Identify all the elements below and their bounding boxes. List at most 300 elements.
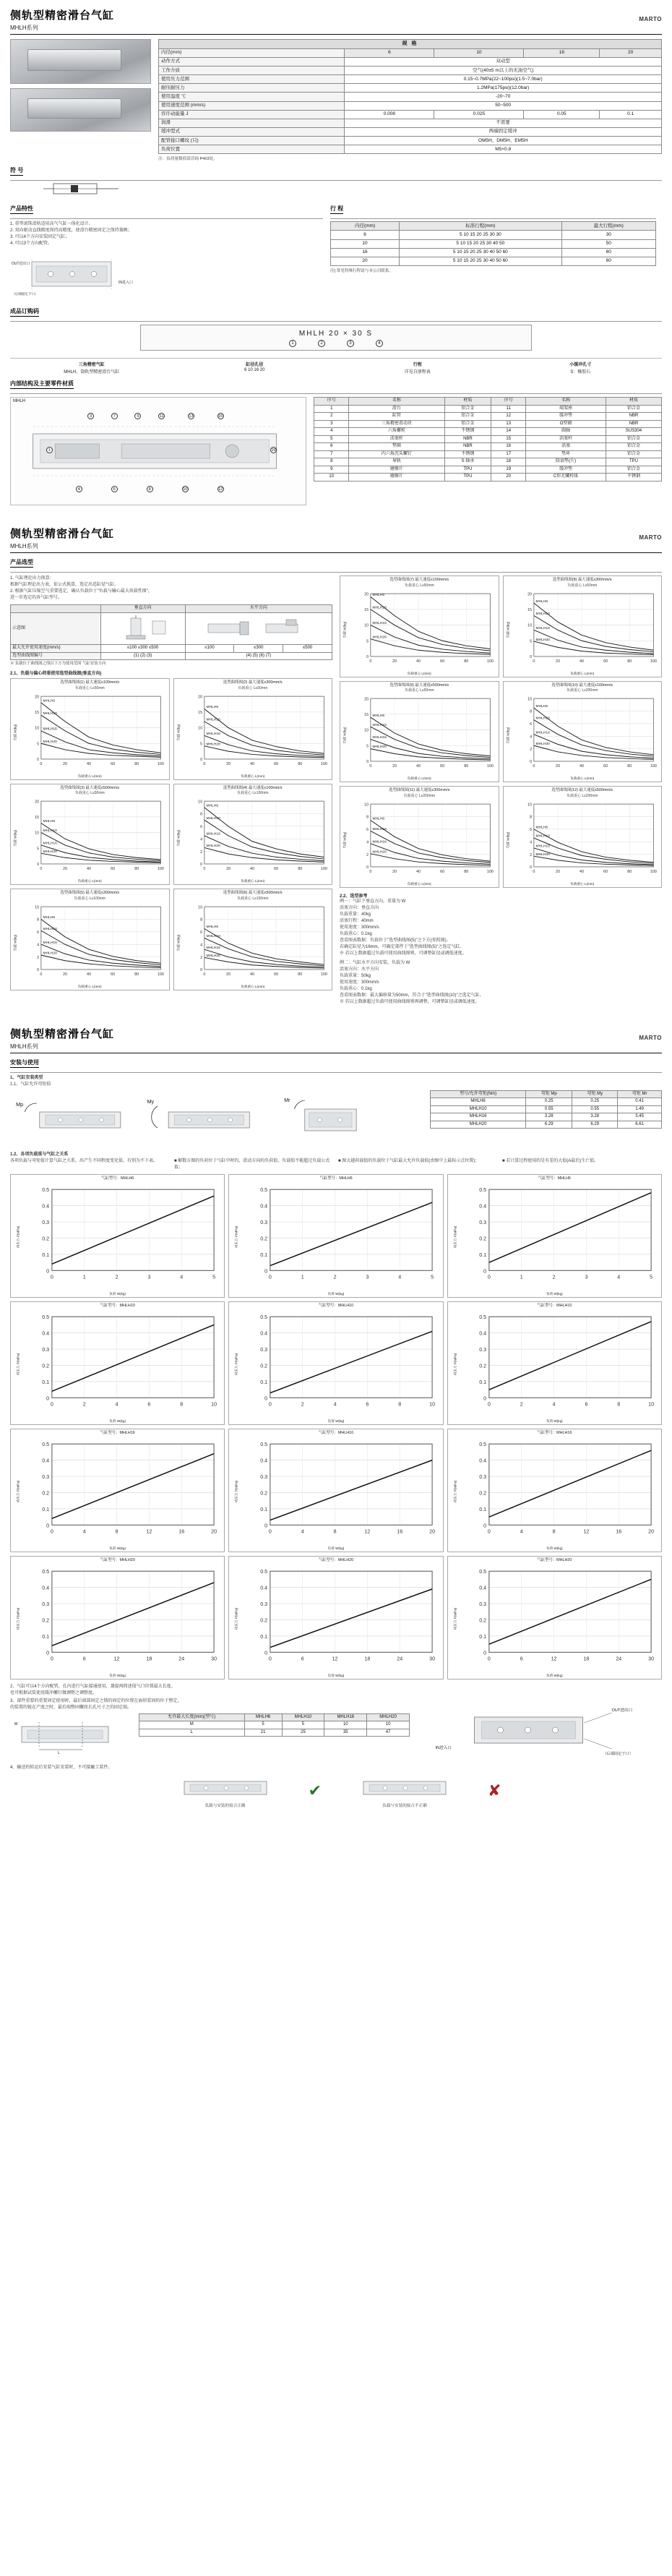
svg-text:40: 40 [87, 972, 92, 977]
order-heading: 成品订购码 [10, 307, 39, 317]
table-row: 配管接口螺纹 (只) OM5H、DM5H、EM5H [159, 137, 662, 145]
table-row: MHLH6 0.25 0.25 0.41 [430, 1098, 661, 1106]
svg-text:6: 6 [199, 825, 202, 830]
svg-text:20: 20 [225, 972, 231, 977]
example-line: 查看图表数据：最大偏移量为50mm，符合于"选型曲线图(10)"之选定气缸。 [340, 993, 484, 998]
intro-line: 根据气缸理论出力表，依公式换算，选定出适缸径气缸。 [10, 583, 119, 588]
svg-text:MHLH10: MHLH10 [206, 935, 220, 939]
svg-text:0.5: 0.5 [478, 1314, 486, 1321]
svg-text:12: 12 [364, 1528, 371, 1535]
svg-text:8: 8 [115, 1528, 119, 1535]
chart-ylabel: 动压力 P(MPa) [16, 1225, 20, 1249]
svg-text:10: 10 [527, 697, 532, 702]
mounting-correct [171, 1774, 280, 1808]
table-row: 最大允许使用速度(mm/s) ≤100 ≤300 ≤500 ≤100 ≤300 ≤500 [11, 645, 332, 653]
chart-xlabel: 负载重心 L(mm) [77, 879, 102, 883]
svg-text:15: 15 [35, 711, 40, 716]
chart-subtitle: 负载重心 L≤100mm [236, 896, 269, 901]
svg-text:0.1: 0.1 [42, 1252, 50, 1259]
svg-text:MHLH6: MHLH6 [206, 804, 218, 808]
svg-text:10: 10 [35, 726, 40, 731]
chart-subtitle: 负载重心 L≤200mm [566, 793, 598, 798]
orientation-horizontal: 水平方向 [185, 605, 332, 613]
order-code: MHLH 20 × 30 S [298, 330, 374, 338]
struct-divider [10, 393, 662, 394]
table-row: 2 缸管 铝合金 12 缓冲垫 NBR [314, 413, 662, 421]
svg-text:100: 100 [157, 972, 164, 977]
chart-4 [10, 1301, 225, 1425]
svg-text:M: M [14, 1721, 18, 1726]
table-row: 9 磨擦片 TPU 19 缓冲垫 铝合金 [314, 466, 662, 474]
svg-text:40: 40 [87, 762, 92, 767]
chart-title: 气缸型号：MHLH16 [537, 1430, 572, 1435]
chart-ylabel: 负载 W(kg) [505, 727, 509, 744]
svg-text:0.3: 0.3 [478, 1220, 486, 1226]
moment-col-3: 弯矩 Mr [618, 1090, 662, 1098]
svg-text:0: 0 [50, 1528, 53, 1535]
legend-item: 缸径孔径 6 10 16 20 [173, 358, 337, 375]
svg-text:6: 6 [147, 1401, 151, 1408]
table-row: 容许动能量 J 0.008 0.025 0.05 0.1 [159, 110, 662, 119]
svg-text:0.2: 0.2 [42, 1617, 50, 1624]
chart-title: 选型曲线图(3) 最大速度≤500mm/s [60, 785, 120, 790]
svg-text:80: 80 [297, 972, 302, 977]
svg-text:0.1: 0.1 [260, 1634, 268, 1640]
chart-xlabel: 负载重心 L(mm) [241, 984, 265, 988]
example-line: ※ 若以上数据超过负载可使用曲线图则再调整，可调整缸径或调低速度。 [340, 999, 480, 1004]
chart-title: 气缸型号：MHLH10 [318, 1303, 354, 1308]
brand-label: MARTO [639, 534, 662, 542]
svg-text:60: 60 [111, 972, 116, 977]
svg-text:60: 60 [603, 659, 608, 664]
moment-col-0: 型号/允许弯矩(Nm) [430, 1090, 525, 1098]
svg-text:4: 4 [398, 1274, 402, 1280]
svg-text:6: 6 [82, 1656, 86, 1662]
chart-plot [20, 1563, 222, 1674]
svg-text:MHLH10: MHLH10 [535, 834, 550, 839]
svg-text:MHLH6: MHLH6 [535, 705, 548, 709]
stroke-col-0: 内径(mm) [330, 222, 399, 231]
svg-text:MHLH6: MHLH6 [535, 826, 548, 830]
chart-7 [10, 1429, 225, 1552]
table-row: 使用速度范围 (mm/s) 50~500 [159, 101, 662, 110]
svg-text:30: 30 [647, 1656, 654, 1662]
svg-text:80: 80 [626, 869, 632, 874]
table-row: MHLH20 6.29 6.29 6.61 [430, 1121, 661, 1129]
svg-text:0: 0 [483, 1650, 486, 1656]
chart-title: 气缸型号：MHLH20 [100, 1557, 135, 1562]
svg-text:15: 15 [197, 711, 202, 716]
page-2 [0, 518, 672, 1008]
mounting-check-row [10, 1774, 662, 1808]
svg-text:0.2: 0.2 [42, 1236, 50, 1242]
svg-text:4: 4 [520, 1528, 523, 1535]
table-row: 4 六角螺栓 不锈钢 14 圆轴 SUS304 [314, 428, 662, 436]
svg-text:0.1: 0.1 [260, 1507, 268, 1513]
chart-subtitle: 负载重心 L≤100mm [236, 791, 269, 796]
svg-text:0: 0 [532, 869, 535, 874]
chart-ylabel: 负载 W(kg) [13, 829, 17, 847]
svg-text:10: 10 [364, 623, 369, 628]
table-row: 6 5 10 15 20 25 30 30 30 [330, 231, 655, 239]
svg-text:0.2: 0.2 [42, 1490, 50, 1497]
svg-text:0: 0 [269, 1274, 272, 1280]
chart-title: 选型曲线图(5) 最大速度≤300mm/s [60, 891, 120, 896]
moment-col-2: 弯矩 My [572, 1090, 618, 1098]
svg-text:80: 80 [134, 762, 139, 767]
chart-plot [457, 1309, 659, 1419]
legend-item: 三角精密气缸 MHLH、筒轨型精密滑台气缸 [10, 358, 173, 375]
chart-plot [457, 1436, 659, 1546]
svg-text:80: 80 [134, 867, 139, 872]
svg-text:0: 0 [202, 972, 205, 977]
selection-example-a [340, 899, 662, 957]
chart-plot [238, 1309, 440, 1419]
chart-4 [503, 681, 663, 782]
svg-text:0: 0 [369, 764, 372, 769]
product-photo-2 [10, 88, 151, 132]
svg-text:MHLH20: MHLH20 [43, 951, 57, 956]
chart-plot [512, 588, 660, 672]
svg-text:0.2: 0.2 [260, 1617, 268, 1624]
screw-depth-diagram [10, 1713, 133, 1754]
parts-col-5: 材质 [606, 398, 661, 406]
order-marker-3: 3 [347, 340, 354, 347]
chart-subtitle: 负载重心 L≤50mm [404, 583, 434, 588]
svg-text:100: 100 [486, 869, 494, 874]
spec-col-0: 内径(mm) [159, 48, 345, 57]
chart-title: 气缸型号：MHLH16 [318, 1430, 354, 1435]
svg-text:16: 16 [397, 1528, 403, 1535]
svg-text:16: 16 [178, 1528, 185, 1535]
svg-text:0: 0 [529, 865, 532, 870]
svg-text:0: 0 [50, 1656, 53, 1662]
moment-col-1: 弯矩 Mp [526, 1090, 572, 1098]
chart-ylabel: 动压力 P(MPa) [452, 1353, 457, 1376]
chart-5 [340, 786, 499, 887]
chart-ylabel: 负载 W(kg) [343, 831, 347, 849]
svg-text:0.5: 0.5 [478, 1442, 486, 1448]
product-photos [10, 39, 151, 161]
chart-title: 选型曲线图(1) 最大速度≤100mm/s [60, 680, 120, 685]
chart-subtitle: 负载重心 L≤50mm [238, 686, 268, 690]
install-item-2: 1.2、各项负载重与气缸之关系 [10, 1152, 69, 1157]
svg-text:MHLH20: MHLH20 [535, 852, 550, 857]
chart-title: 选型曲线图(2) 最大速度≤300mm/s [223, 680, 283, 685]
chart-11 [228, 1556, 443, 1679]
chart-title: 选型曲线图(6) 最大速度≤500mm/s [223, 891, 283, 896]
orientation-illustration-h [185, 612, 332, 645]
table-row: 5 活塞杆 NBR 15 活塞杆 铝合金 [314, 435, 662, 443]
chart-8 [228, 1429, 443, 1552]
chart-ylabel: 负载 W(kg) [343, 727, 347, 744]
svg-text:0: 0 [264, 1523, 268, 1529]
chart-5 [10, 889, 170, 990]
svg-text:60: 60 [111, 867, 116, 872]
svg-text:8: 8 [180, 1401, 184, 1408]
svg-text:1: 1 [82, 1274, 86, 1280]
svg-text:10: 10 [197, 800, 202, 805]
example-line: 例二：气缸水平方向安装，负载为 W [340, 960, 410, 965]
svg-text:4: 4 [199, 837, 202, 842]
svg-text:80: 80 [464, 659, 469, 664]
svg-text:100: 100 [650, 869, 657, 874]
chart-ylabel: 动压力 P(MPa) [234, 1607, 238, 1630]
svg-text:2: 2 [529, 852, 532, 857]
svg-text:0: 0 [40, 867, 43, 872]
svg-text:60: 60 [603, 764, 608, 769]
svg-text:24: 24 [178, 1656, 185, 1662]
stroke-table [330, 221, 656, 266]
chart-group-a-title: 2.1、负载与偏心荷重使用选型曲线图(垂直方向) [10, 672, 102, 677]
svg-text:2: 2 [37, 955, 40, 960]
svg-text:2: 2 [552, 1274, 556, 1280]
chart-xlabel: 负荷 W(kg) [327, 1418, 345, 1423]
svg-text:0.4: 0.4 [42, 1330, 50, 1337]
chart-ylabel: 动压力 P(MPa) [234, 1480, 238, 1503]
svg-text:0.3: 0.3 [260, 1347, 268, 1353]
page-title: 侧轨型精密滑台气缸 [10, 1027, 115, 1040]
example-line: 负载重心：0.1kg [340, 931, 372, 936]
svg-text:0: 0 [369, 659, 372, 664]
chart-title: 气缸型号：MHLH6 [101, 1176, 134, 1181]
chart-xlabel: 负荷 W(kg) [546, 1673, 563, 1677]
chart-plot [238, 1436, 440, 1546]
svg-text:（后端固定于口）: （后端固定于口） [12, 292, 38, 296]
svg-text:18: 18 [583, 1656, 590, 1662]
series-label: MHLH系列 [10, 543, 38, 550]
svg-text:0: 0 [37, 863, 40, 868]
chart-ylabel: 动压力 P(MPa) [16, 1607, 20, 1630]
svg-text:12: 12 [583, 1528, 590, 1535]
chart-6 [503, 786, 663, 887]
feature-divider [10, 218, 323, 219]
chart-plot [512, 798, 660, 883]
svg-text:0.2: 0.2 [478, 1617, 486, 1624]
svg-text:8: 8 [398, 1401, 402, 1408]
item2-note: ■ 若计算过程使用的是有差的大值(A最后)生亡值。 [502, 1158, 599, 1163]
table-row: M 5 5 10 10 [139, 1721, 410, 1729]
spec-col-4: 20 [600, 48, 662, 57]
svg-text:3: 3 [585, 1274, 588, 1280]
chart-6 [173, 889, 333, 990]
legend-item: 行程 详见自册程表 [336, 358, 499, 375]
svg-text:4: 4 [366, 840, 369, 845]
svg-text:100: 100 [157, 762, 164, 767]
svg-text:8: 8 [37, 917, 40, 923]
svg-text:80: 80 [297, 867, 302, 872]
svg-text:MHLH6: MHLH6 [206, 925, 218, 930]
svg-text:0: 0 [199, 758, 202, 763]
install-item-4b: 的装置的链在产度之时，最后端整固螺丝长孔尺寸之的固定端。 [10, 1705, 132, 1710]
selection-example-title: 2.2、选型参考 [340, 894, 368, 899]
feature-item: 3. 可以4个方向安装固定气缸； [10, 235, 70, 240]
chart-xlabel: 负载重心 L(mm) [407, 776, 431, 781]
svg-text:4: 4 [552, 1401, 556, 1408]
svg-text:0: 0 [529, 655, 532, 660]
svg-text:0.5: 0.5 [260, 1187, 268, 1194]
example-line: 若确定缸径为16mm，可确定部件于"选型曲线图(5)"之选定气缸。 [340, 944, 465, 949]
svg-text:0: 0 [269, 1401, 272, 1408]
svg-text:4: 4 [115, 1401, 119, 1408]
svg-text:20: 20 [364, 592, 369, 597]
svg-text:0.1: 0.1 [42, 1634, 50, 1640]
svg-text:10: 10 [197, 726, 202, 731]
symbol-diagram [10, 181, 662, 200]
parts-col-0: 序号 [314, 398, 349, 406]
svg-text:MHLH6: MHLH6 [43, 820, 56, 824]
svg-text:100: 100 [486, 659, 494, 664]
svg-text:0: 0 [37, 758, 40, 763]
svg-text:40: 40 [249, 762, 254, 767]
example-line: 负载重量：50kg [340, 973, 371, 978]
feature-item: 4. 可以3个方向配管。 [10, 241, 53, 247]
stroke-divider [330, 218, 656, 219]
svg-text:20: 20 [62, 867, 67, 872]
svg-text:100: 100 [650, 764, 657, 769]
svg-text:20: 20 [392, 764, 397, 769]
svg-text:0: 0 [269, 1656, 272, 1662]
chart-plot [349, 693, 496, 777]
svg-text:4: 4 [82, 1528, 86, 1535]
chart-subtitle: 负载重心 L≤200mm [403, 793, 436, 798]
table-row: 10 5 10 15 20 25 30 40 50 50 [330, 239, 655, 248]
page-1-header [10, 7, 662, 22]
svg-text:0: 0 [269, 1528, 272, 1535]
chart-plot [20, 1436, 222, 1546]
chart-9 [447, 1429, 662, 1552]
svg-text:MHLH6: MHLH6 [535, 599, 548, 604]
svg-text:0.2: 0.2 [260, 1236, 268, 1242]
svg-text:MHLH16: MHLH16 [43, 842, 57, 846]
callout-10: 10 [183, 487, 188, 492]
svg-text:0.5: 0.5 [260, 1314, 268, 1321]
svg-text:MHLH10: MHLH10 [206, 718, 220, 722]
chart-xlabel: 负载重心 L(mm) [77, 984, 102, 988]
svg-text:40: 40 [87, 867, 92, 872]
svg-text:5: 5 [649, 1274, 652, 1280]
svg-text:20: 20 [364, 697, 369, 702]
screw-col-3: MHLH16 [324, 1713, 367, 1721]
table-row: 使用压力范围 0.15~0.7MPa(22~100psi)(1.5~7.0bar) [159, 75, 662, 84]
svg-text:6: 6 [366, 1401, 369, 1408]
chart-2 [173, 678, 333, 779]
table-row: 10 磨擦片 TPU 20 C形无螺栓体 不锈钢 [314, 474, 662, 482]
chart-2 [503, 575, 663, 677]
selection-charts-horizontal [340, 575, 662, 887]
svg-text:0.4: 0.4 [478, 1203, 486, 1210]
example-line: 使用速度：300mm/s [340, 925, 379, 930]
chart-4 [173, 784, 333, 885]
svg-text:Mr: Mr [284, 1097, 290, 1103]
svg-text:MHLH20: MHLH20 [535, 638, 550, 642]
svg-text:60: 60 [273, 762, 278, 767]
svg-text:0: 0 [366, 760, 369, 765]
svg-text:20: 20 [225, 762, 231, 767]
svg-text:80: 80 [297, 762, 302, 767]
mounting-incorrect-label: 负载与安装的接合不正确 [382, 1803, 427, 1808]
svg-text:6: 6 [366, 827, 369, 832]
svg-text:（后端固定于口）: （后端固定于口） [603, 1751, 634, 1756]
svg-text:MHLH6: MHLH6 [43, 915, 56, 920]
svg-text:5: 5 [37, 742, 40, 747]
svg-text:0.1: 0.1 [478, 1634, 486, 1640]
check-no-icon: ✘ [488, 1781, 501, 1800]
svg-text:0.4: 0.4 [478, 1585, 486, 1591]
chart-10 [10, 1556, 225, 1679]
spec-table-block [158, 39, 662, 161]
svg-text:MHLH20: MHLH20 [372, 636, 387, 640]
svg-text:0.4: 0.4 [260, 1585, 268, 1591]
svg-text:2: 2 [199, 955, 202, 960]
svg-text:MHLH16: MHLH16 [372, 840, 387, 844]
svg-text:MHLH20: MHLH20 [206, 954, 220, 958]
svg-text:15: 15 [527, 608, 532, 613]
chart-plot [457, 1181, 659, 1292]
chart-ylabel: 动压力 P(MPa) [452, 1480, 457, 1503]
svg-text:20: 20 [555, 869, 560, 874]
svg-text:MHLH10: MHLH10 [535, 612, 550, 617]
page-title: 侧轨型精密滑台气缸 [10, 9, 115, 22]
chart-1 [10, 1174, 225, 1298]
intro-line: 进一步选定的各气缸型号。 [10, 596, 63, 601]
spec-col-2: 10 [434, 48, 524, 57]
model-heading: 产品选型 [10, 558, 33, 568]
svg-text:12: 12 [332, 1656, 338, 1662]
series-label: MHLH系列 [10, 25, 38, 31]
chart-12 [447, 1556, 662, 1679]
chart-title: 气缸型号：MHLH20 [537, 1557, 572, 1562]
chart-title: 气缸型号：MHLH10 [537, 1303, 572, 1308]
svg-text:5: 5 [366, 744, 369, 749]
svg-text:0.1: 0.1 [478, 1379, 486, 1386]
svg-text:0.2: 0.2 [260, 1490, 268, 1497]
svg-text:0: 0 [202, 762, 205, 767]
svg-text:0.3: 0.3 [42, 1474, 50, 1481]
svg-text:0.4: 0.4 [42, 1585, 50, 1591]
svg-text:0: 0 [46, 1523, 50, 1529]
callout-9: 9 [134, 413, 141, 419]
item2-note: ■ 解数方图的负荷位于气缸中时的，滑动方向的负荷值，负载值不能超过负载公式值； [174, 1158, 330, 1170]
svg-text:20: 20 [392, 869, 397, 874]
order-marker-4: 4 [376, 340, 383, 347]
chart-xlabel: 负载重心 L(mm) [407, 881, 431, 886]
chart-title: 选型曲线图(10) 最大速度≤100mm/s [551, 682, 613, 688]
brand-label: MARTO [639, 16, 662, 22]
svg-text:40: 40 [249, 867, 254, 872]
table-row: 缓冲型式 两端固定缓冲 [159, 127, 662, 136]
header-divider [10, 34, 662, 35]
svg-text:20: 20 [647, 1528, 654, 1535]
chart-plot [349, 588, 496, 672]
install-item-5: 4、输送的转运后安装气缸安装时，不可接触工装件。 [10, 1765, 113, 1770]
chart-xlabel: 负荷 W(kg) [327, 1546, 345, 1550]
svg-text:MHLH10: MHLH10 [43, 711, 57, 716]
chart-xlabel: 负荷 W(kg) [546, 1418, 563, 1423]
svg-text:40: 40 [579, 764, 584, 769]
svg-text:10: 10 [647, 1401, 654, 1408]
moment-diagrams [10, 1090, 423, 1148]
table-row: 耐压耐压力 1.2MPa(175psi)(12.0bar) [159, 84, 662, 93]
chart-title: 选型曲线图(4) 最大速度≤100mm/s [223, 785, 283, 790]
svg-text:2: 2 [82, 1401, 86, 1408]
chart-subtitle: 负载重心 L≤50mm [74, 791, 105, 796]
chart-subtitle: 负载重心 L≤100mm [74, 896, 106, 901]
table-row: 使用温度 ℃ -20~70 [159, 93, 662, 101]
chart-ylabel: 动压力 P(MPa) [16, 1480, 20, 1503]
feature-item: 2. 双向驱动直线精度保持高精度，使滑台精密固定之保持兼顾； [10, 228, 132, 234]
chart-xlabel: 负载重心 L(mm) [77, 774, 102, 778]
